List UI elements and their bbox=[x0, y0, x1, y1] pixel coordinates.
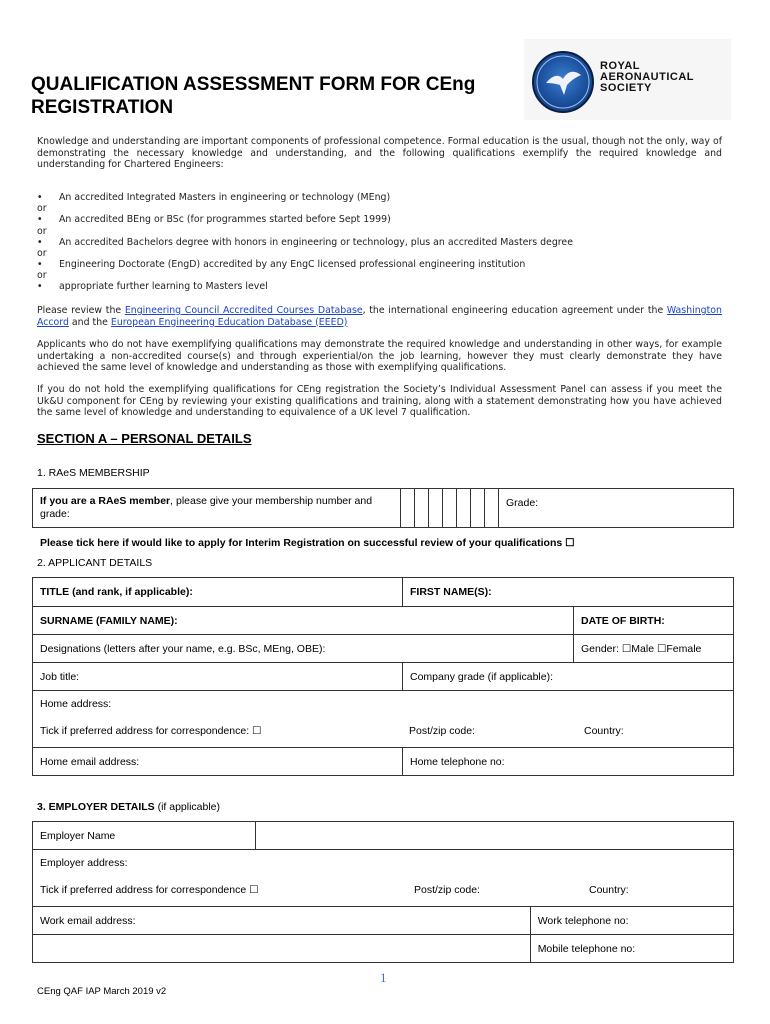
section-a-heading: SECTION A – PERSONAL DETAILS bbox=[37, 431, 252, 446]
gender-checkboxes[interactable]: Gender: ☐Male ☐Female bbox=[574, 635, 734, 663]
employer-name-label: Employer Name bbox=[33, 822, 256, 850]
membership-digit-box[interactable] bbox=[457, 489, 471, 528]
footer-version: CEng QAF IAP March 2019 v2 bbox=[37, 986, 167, 997]
dob-field[interactable]: DATE OF BIRTH: bbox=[574, 607, 734, 635]
employer-pref-checkbox[interactable]: Tick if preferred address for correspondence ☐ bbox=[40, 884, 259, 896]
membership-heading: 1. RAeS MEMBERSHIP bbox=[37, 467, 150, 479]
membership-digit-box[interactable] bbox=[429, 489, 443, 528]
engineering-council-database-link[interactable]: Engineering Council Accredited Courses Database bbox=[124, 305, 363, 316]
raes-logo bbox=[524, 39, 731, 120]
interim-registration-checkbox[interactable]: Please tick here if would like to apply for Interim Registration on successful review of your qualifications ☐ bbox=[40, 537, 575, 549]
empty-cell bbox=[33, 935, 531, 963]
membership-digit-box[interactable] bbox=[401, 489, 415, 528]
home-telephone-field[interactable]: Home telephone no: bbox=[403, 748, 734, 776]
eeed-link[interactable]: European Engineering Education Database (EEED) bbox=[110, 316, 348, 328]
employer-address-field[interactable]: Employer address: Tick if preferred address for correspondence ☐ Post/zip code: Country: bbox=[33, 850, 734, 907]
membership-digit-box[interactable] bbox=[443, 489, 457, 528]
membership-digit-box[interactable] bbox=[485, 489, 499, 528]
mobile-telephone-field[interactable]: Mobile telephone no: bbox=[530, 935, 733, 963]
surname-field[interactable]: SURNAME (FAMILY NAME): bbox=[33, 607, 574, 635]
membership-table bbox=[32, 488, 734, 528]
first-names-field[interactable]: FIRST NAME(S): bbox=[403, 578, 734, 607]
employer-name-field[interactable] bbox=[256, 822, 734, 850]
panel-paragraph: If you do not hold the exemplifying qualifications for CEng registration the Society’s Individual Assessment Panel can assess if you meet the Uk&U component for CEng by reviewing your existing qualifications and training, along with a statement demonstrating how you have achieved the same level of knowledge and understanding to equivalence of a UK level 7 qualification. bbox=[37, 384, 722, 418]
or-separator: or bbox=[37, 226, 47, 237]
job-title-field[interactable]: Job title: bbox=[33, 663, 403, 691]
title-field[interactable]: TITLE (and rank, if applicable): bbox=[33, 578, 403, 607]
grade-field[interactable]: Grade: bbox=[499, 489, 734, 528]
membership-digit-box[interactable] bbox=[471, 489, 485, 528]
home-email-field[interactable]: Home email address: bbox=[33, 748, 403, 776]
membership-digit-box[interactable] bbox=[415, 489, 429, 528]
bullet-item: • An accredited Bachelors degree with honors in engineering or technology, plus an accredited Masters degree bbox=[37, 237, 573, 248]
employer-table bbox=[32, 821, 734, 963]
home-pref-checkbox[interactable]: Tick if preferred address for correspondence: ☐ bbox=[40, 725, 262, 737]
intro-paragraph: Knowledge and understanding are important components of professional competence. Formal education is the usual, though not the only, way of demonstrating the necessary knowledge and understanding, and the following qualifications exemplify the required knowledge and understanding for Chartered Engineers: bbox=[37, 136, 722, 170]
company-grade-field[interactable]: Company grade (if applicable): bbox=[403, 663, 734, 691]
applicant-table bbox=[32, 577, 734, 776]
page-number: 1 bbox=[380, 970, 387, 985]
page-title bbox=[31, 73, 511, 119]
designations-field[interactable]: Designations (letters after your name, e.g. BSc, MEng, OBE): bbox=[33, 635, 574, 663]
home-address-field[interactable]: Home address: Tick if preferred address for correspondence: ☐ Post/zip code: Country: bbox=[33, 691, 734, 748]
or-separator: or bbox=[37, 203, 47, 214]
title-line-2: REGISTRATION bbox=[31, 97, 174, 118]
washington-accord-link[interactable]: Washington Accord bbox=[37, 305, 722, 328]
review-paragraph: Please review the Engineering Council Accredited Courses Database, the international engineering education agreement under the Washington Accord and the European Engineering Education Database (EEED) bbox=[37, 305, 722, 328]
logo-text: ROYAL AERONAUTICAL SOCIETY bbox=[600, 60, 694, 94]
bullet-item: • An accredited BEng or BSc (for programmes started before Sept 1999) bbox=[37, 214, 391, 225]
bullet-item: • An accredited Integrated Masters in engineering or technology (MEng) bbox=[37, 192, 391, 203]
or-separator: or bbox=[37, 248, 47, 259]
or-separator: or bbox=[37, 270, 47, 281]
membership-label: If you are a RAeS member, please give your membership number and grade: bbox=[33, 489, 401, 528]
applicants-paragraph: Applicants who do not have exemplifying qualifications may demonstrate the required knowledge and understanding in other ways, for example undertaking a non-accredited course(s) and through experiential/on the job learning, however they must clearly demonstrate they have achieved the same level of knowledge and understanding as those with exemplifying qualifications. bbox=[37, 339, 722, 373]
title-line-1: QUALIFICATION ASSESSMENT FORM FOR CEng bbox=[31, 74, 476, 95]
eagle-emblem-icon bbox=[532, 51, 594, 113]
bullet-item: • Engineering Doctorate (EngD) accredited by any EngC licensed professional engineering institution bbox=[37, 259, 526, 270]
employer-heading: 3. EMPLOYER DETAILS (if applicable) bbox=[37, 801, 221, 813]
applicant-heading: 2. APPLICANT DETAILS bbox=[37, 557, 153, 569]
work-telephone-field[interactable]: Work telephone no: bbox=[530, 907, 733, 935]
bullet-item: • appropriate further learning to Masters level bbox=[37, 281, 268, 292]
work-email-field[interactable]: Work email address: bbox=[33, 907, 531, 935]
